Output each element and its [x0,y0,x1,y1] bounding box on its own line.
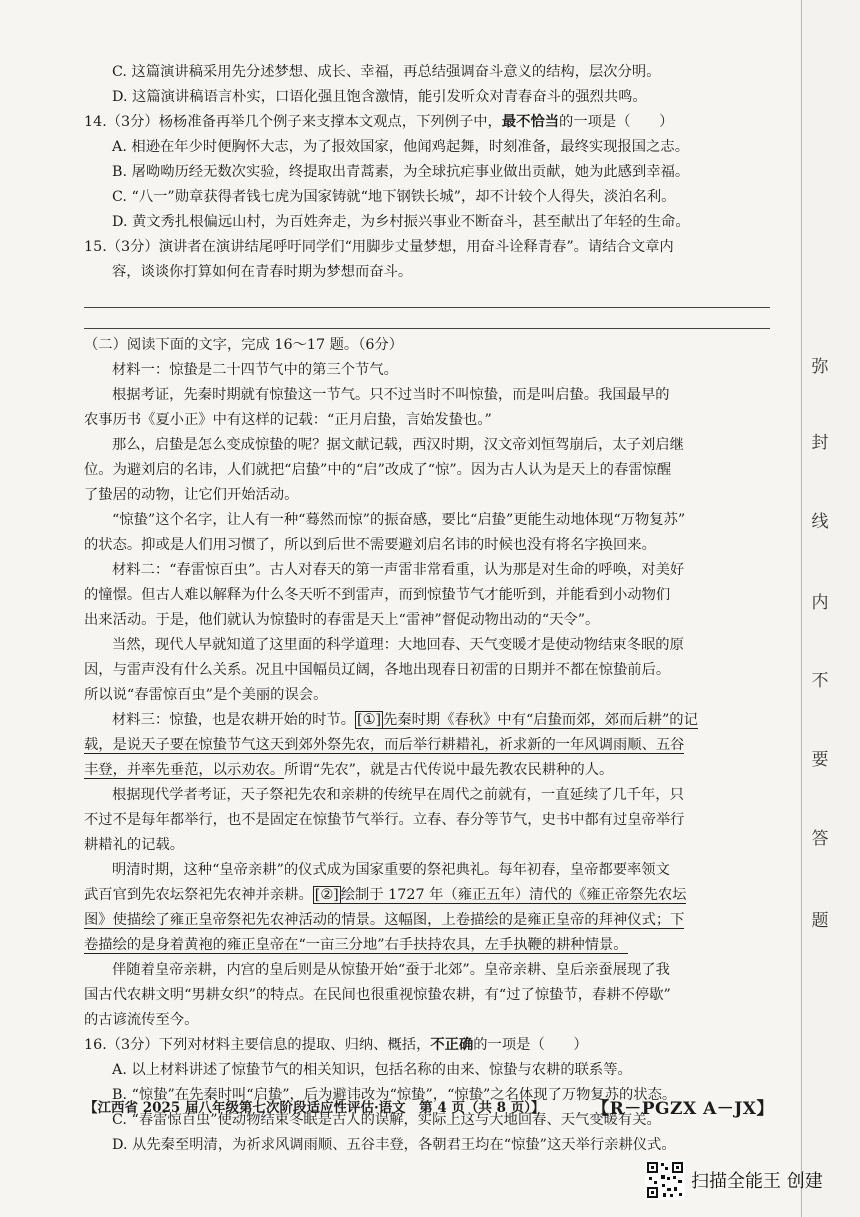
seal-char: 线 [811,512,829,532]
paragraph-line: 的状态。抑或是人们用习惯了，所以到后世不需要避刘启名讳的时候也没有将名字换回来。 [84,537,656,553]
seal-char: 弥 [811,357,829,377]
paragraph-line: 载，是说天子要在惊蛰节气这天到郊外祭先农，而后举行耕耤礼，祈求新的一年风调雨顺、五谷 [84,737,685,753]
option-d[interactable]: D. 黄文秀扎根偏远山村，为百姓奔走，为乡村振兴事业不断奋斗，甚至献出了年轻的生命。 [112,214,690,230]
paragraph-line: 伴随着皇帝亲耕，内宫的皇后则是从惊蛰开始“蚕于北郊”。皇帝亲耕、皇后亲蚕展现了我 [112,962,670,978]
underlined-sentence-2: 绘制于 1727 年（雍正五年）清代的《雍正帝祭先农坛 [340,887,687,903]
underlined-sentence-1: 先秦时期《春秋》中有“启蛰而郊，郊而后耕”的记 [383,712,698,728]
paragraph-line: 出来活动。于是，他们就认为惊蛰时的春雷是天上“雷神”督促动物出动的“天令”。 [84,612,600,628]
paragraph-line: 卷描绘的是身着黄袍的雍正皇帝在“一亩三分地”右手扶持农具，左手执鞭的耕种情景。 [84,937,628,953]
paragraph-line: 当然，现代人早就知道了这里面的科学道理：大地回春、天气变暖才是使动物结束冬眠的原 [112,637,684,653]
scanner-label: 扫描全能王 创建 [691,1171,823,1192]
paragraph-line: 根据现代学者考证，天子祭祀先农和亲耕的传统早在周代之前就有，一直延续了几千年，只 [112,787,684,803]
question-16-stem: 16.（3分）下列对材料主要信息的提取、归纳、概括，不正确的一项是（ ） [84,1037,588,1053]
seal-char: 要 [811,750,829,770]
answer-line[interactable] [84,308,770,329]
scanner-watermark [645,1160,823,1200]
paragraph-line: 位。为避刘启的名讳，人们就把“启蛰”中的“启”改成了“惊”。因为古人认为是天上的春雷惊醒 [84,462,672,478]
question-15-stem: 15.（3分）演讲者在演讲结尾呼吁同学们“用脚步丈量梦想，用奋斗诠释青春”。请结合文章内 [84,239,674,255]
paragraph-line: 图》使描绘了雍正皇帝祭祀先农神活动的情景。这幅图，上卷描绘的是雍正皇帝的拜神仪式；下 [84,912,685,928]
seal-char: 不 [811,671,829,691]
paragraph-line: 那么，启蛰是怎么变成惊蛰的呢？据文献记载，西汉时期，汉文帝刘恒驾崩后，太子刘启继 [112,437,684,453]
option-c[interactable]: C. “春雷惊百虫”使动物结束冬眠是古人的误解，实际上这与大地回春、天气变暖有关。 [112,1112,661,1128]
paragraph-line: 耕耤礼的记载。 [84,837,185,853]
option-b[interactable]: B. 屠呦呦历经无数次实验，终提取出青蒿素，为全球抗疟事业做出贡献，她为此感到幸福。 [112,164,690,180]
paragraph-line: “惊蛰”这个名字，让人有一种“蓦然而惊”的振奋感，要比“启蛰”更能生动地体现“万物复苏” [112,512,686,528]
paragraph-line: 所以说“春雷惊百虫”是个美丽的误会。 [84,687,328,703]
paragraph-line: 武百官到先农坛祭祀先农神并亲耕。 [②] 绘制于 1727 年（雍正五年）清代的《雍正帝祭先农坛 [84,887,687,903]
answer-line[interactable] [84,285,770,308]
footer-exam-info: 【江西省 2025 届八年级第七次阶段适应性评估·语文 第 4 页（共 8 页）】 [84,1100,545,1116]
section-heading: （二）阅读下面的文字，完成 16～17 题。（6分） [84,337,404,353]
paragraph-line: 农事历书《夏小正》中有这样的记载：“正月启蛰，言始发蛰也。” [84,412,492,428]
page-content [84,60,774,1158]
option-a[interactable]: A. 相逊在年少时便胸怀大志，为了报效国家，他闻鸡起舞，时刻准备，最终实现报国之志。 [112,139,689,155]
seal-char: 内 [811,593,829,613]
option-d[interactable]: D. 从先秦至明清，为祈求风调雨顺、五谷丰登，各朝君王均在“惊蛰”这天举行亲耕仪式。 [112,1137,676,1153]
option-d-q13: D. 这篇演讲稿语言朴实，口语化强且饱含激情，能引发听众对青春奋斗的强烈共鸣。 [112,89,647,105]
footer-code: 【R－PGZX A－JX】 [592,1099,774,1119]
paragraph-line: 丰登，并率先垂范，以示劝农。所谓“先农”，就是古代传说中最先教农民耕种的人。 [84,762,614,778]
paragraph-line: 的憧憬。但古人难以解释为什么冬天听不到雷声，而到惊蛰节气才能听到，并能看到小动物们 [84,587,671,603]
option-a[interactable]: A. 以上材料讲述了惊蛰节气的相关知识，包括名称的由来、惊蛰与农耕的联系等。 [112,1062,632,1078]
option-c[interactable]: C. “八一”勋章获得者钱七虎为国家铸就“地下钢铁长城”，却不计较个人得失，淡泊名利。 [112,189,676,205]
page-footer [84,1096,774,1119]
question-15-stem-cont: 容，谈谈你打算如何在青春时期为梦想而奋斗。 [112,264,413,280]
blank-marker-2: [②] [314,887,339,903]
paragraph-line: 不过不是每年都举行，也不是固定在惊蛰节气举行。立春、春分等节气，史书中都有过皇帝举行 [84,812,685,828]
paragraph-line: 国古代农耕文明“男耕女织”的特点。在民间也很重视惊蛰农耕，有“过了惊蛰节，春耕不停歇” [84,987,671,1003]
option-b[interactable]: B. “惊蛰”在先秦时叫“启蛰”，后为避讳改为“惊蛰”，“惊蛰”之名体现了万物复苏的状态。 [112,1087,677,1103]
option-c-q13: C. 这篇演讲稿采用先分述梦想、成长、幸福，再总结强调奋斗意义的结构，层次分明。 [112,64,661,80]
seal-char: 题 [811,911,829,931]
paragraph-line: 的古谚流传至今。 [84,1012,199,1028]
material-1-first: 材料一：惊蛰是二十四节气中的第三个节气。 [112,362,398,378]
seal-char: 答 [811,829,829,849]
seal-char: 封 [811,433,829,453]
paragraph-line: 了蛰居的动物，让它们开始活动。 [84,487,299,503]
qr-code-icon [645,1160,685,1200]
blank-marker-1: [①] [357,712,382,728]
paragraph-line: 因，与雷声没有什么关系。况且中国幅员辽阔，各地出现春日初雷的日期并不都在惊蛰前后。 [84,662,671,678]
paragraph-line: 明清时期，这种“皇帝亲耕”的仪式成为国家重要的祭祀典礼。每年初春，皇帝都要率领文 [112,862,670,878]
material-3-first: 材料三：惊蛰，也是农耕开始的时节。 [①] 先秦时期《春秋》中有“启蛰而郊，郊而后耕”的记 [112,712,698,728]
material-2-first: 材料二：“春雷惊百虫”。古人对春天的第一声雷非常看重，认为那是对生命的呼唤，对美好 [112,562,685,578]
question-14-stem: 14.（3分）杨杨准备再举几个例子来支撑本文观点，下列例子中，最不恰当的一项是（ ） [84,114,674,130]
paragraph-line: 根据考证，先秦时期就有惊蛰这一节气。只不过当时不叫惊蛰，而是叫启蛰。我国最早的 [112,387,670,403]
seal-line [801,0,802,1217]
